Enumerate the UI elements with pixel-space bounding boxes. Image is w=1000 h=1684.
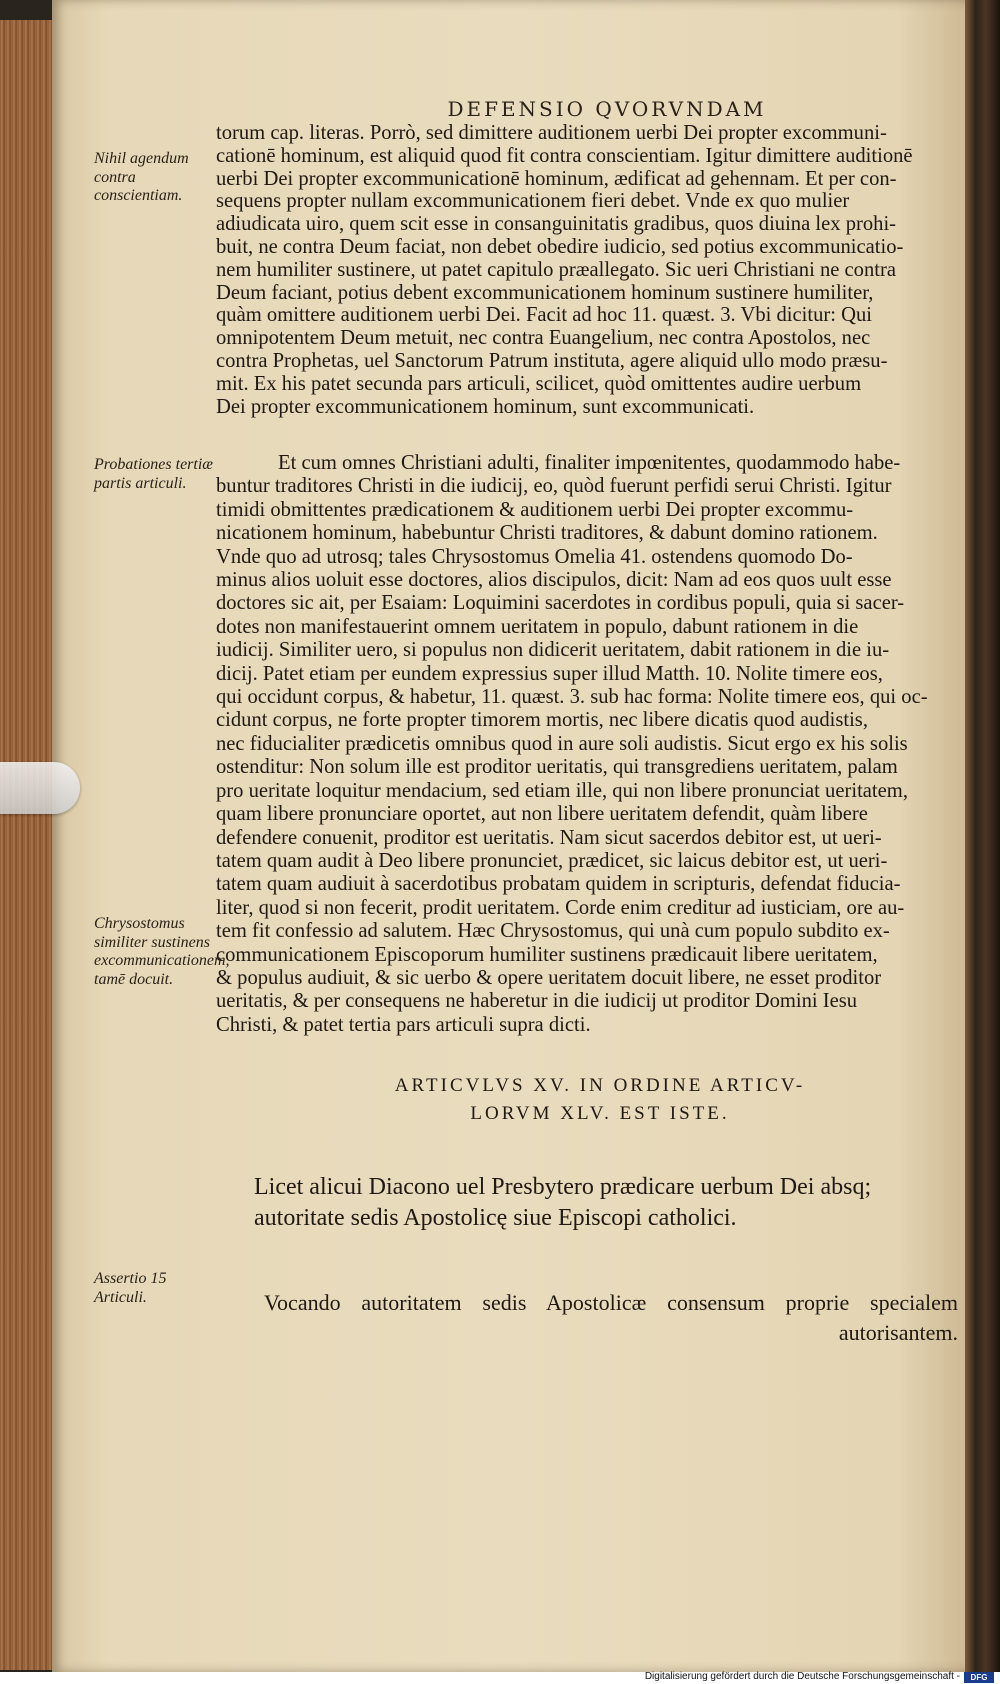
text-line: liter, quod si non fecerit, prodit ueritatem. Corde enim creditur ad iusticiam, ore au- [216, 896, 905, 919]
text-line: iudicij. Similiter uero, si populus non didicerit ueritatem, dabit rationem in die iu- [216, 639, 890, 662]
text-line: communicationem Episcoporum humiliter sustinens prædicauit libere ueritatem, [216, 943, 878, 966]
book-binding-right [965, 0, 1000, 1684]
text-line: ostenditur: Non solum ille est proditor ueritatis, qui transgrediens ueritatem, palam [216, 756, 898, 779]
left-page-edges [0, 20, 52, 1670]
text-line: Christi, & patet tertia pars articuli supra dicti. [216, 1013, 591, 1036]
text-line: nem humiliter sustinere, ut patet capitulo præallegato. Sic ueri Christiani ne contra [216, 258, 896, 281]
text-line: quam libere pronunciare oportet, aut non libere ueritatem defendit, quàm libere [216, 803, 868, 826]
text-line: & populus audiuit, & sic uerbo & opere ueritatem docuit libere, ne esset proditor [216, 966, 882, 989]
dfg-logo-icon: DFG [964, 1672, 994, 1683]
text-line: adiudicata uiro, quem scit esse in consanguinitatis gradibus, quos diuina lex prohi- [216, 213, 897, 236]
text-line: ueritatis, & per consequens ne haberetur in die iudicij ut proditor Domini Iesu [216, 990, 858, 1013]
text-line: dicij. Patet etiam per eundem expressius super illud Matth. 10. Nolite timere eos, [216, 662, 883, 685]
text-line: torum cap. literas. Porrò, sed dimittere auditionem uerbi Dei propter excommuni- [216, 122, 887, 144]
text-line: defendere conuenit, proditor est ueritatis. Nam sicut sacerdos debitor est, ut ueri- [216, 826, 882, 849]
text-line: doctores sic ait, per Esaiam: Loquimini sacerdotes in cordibus populi, quia si sacer- [216, 592, 905, 615]
margin-note-chrysostomus: Chrysostomus similiter sustinens excommunicationem, tamē docuit. [94, 915, 230, 988]
text-line: buntur traditores Christi in die iudicij, eo, quòd fuerunt perfidi serui Christi. Igitur [216, 475, 892, 498]
text-line: tem fit confessio ad salutem. Hæc Chrysostomus, qui unà cum populo subdito ex- [216, 920, 890, 943]
text-line: dotes non manifestauerint omnem ueritatem in populo, dabunt rationem in die [216, 615, 859, 638]
running-head: DEFENSIO QVORVNDAM [447, 97, 767, 121]
assertio-text: Vocando autoritatem sedis Apostolicæ consensum proprie specialem autorisantem. [264, 1290, 958, 1345]
text-line: quàm omittere auditionem uerbi Dei. Facit ad hoc 11. quæst. 3. Vbi dicitur: Qui [216, 304, 873, 327]
text-line: Deum faciant, potius debent excommunicationem hominum sustinere humiliter, [216, 281, 874, 304]
article-heading-line: LORVM XLV. EST ISTE. [470, 1103, 730, 1124]
article-proposition: Licet alicui Diacono uel Presbytero prædicare uerbum Dei absq; autoritate sedis Apostolicę siue Episcopi catholici. [254, 1174, 872, 1231]
footer-credit: Digitalisierung gefördert durch die Deutsche Forschungsgemeinschaft - [644, 1671, 960, 1682]
text-line: Vnde quo ad utrosq; tales Chrysostomus Omelia 41. ostendens quomodo Do- [216, 545, 853, 568]
article-heading [320, 1072, 880, 1128]
article-heading-line: ARTICVLVS XV. IN ORDINE ARTICV- [394, 1075, 806, 1096]
text-line: uerbi Dei propter excommunicationē hominum, ædificat ad gehennam. Et per con- [216, 167, 897, 190]
page-clip [0, 762, 80, 814]
text-line: tatem quam audit à Deo libere pronunciet, prædicet, sic laicus debitor est, ut ueri- [216, 849, 888, 872]
main-text-block [216, 122, 962, 418]
paragraph-probationes [216, 452, 962, 1037]
text-line: sequens propter nullam excommunicationem fieri debet. Vnde ex quo mulier [216, 190, 850, 213]
text-line: cidunt corpus, ne forte propter timorem mortis, nec libere dicatis quod audistis, [216, 709, 868, 732]
text-line: buit, ne contra Deum faciat, non debet obedire iudicio, sed potius excommunicatio- [216, 235, 904, 258]
text-line: tatem quam audiuit à sacerdotibus probatam quidem in scripturis, defendat fiducia- [216, 873, 901, 896]
text-line: nec fiducialiter prædicetis omnibus quod in aure soli audistis. Sicut ergo ex his solis [216, 732, 908, 755]
text-line: Dei propter excommunicationem hominum, sunt excommunicati. [216, 395, 755, 418]
text-line: nicationem hominum, habebuntur Christi traditores, & dabunt domino rationem. [216, 522, 878, 545]
margin-note-nihil: Nihil agendum contra conscientiam. [94, 150, 189, 205]
text-line: Et cum omnes Christiani adulti, finaliter impœnitentes, quodammodo habe- [278, 452, 901, 474]
text-line: minus alios uoluit esse doctores, alios discipulos, dicit: Nam ad eos quos uult esse [216, 569, 892, 592]
text-line: timidi obmittentes prædicationem & auditionem uerbi Dei propter excommu- [216, 498, 854, 521]
text-line: qui occidunt corpus, & habetur, 11. quæst. 3. sub hac forma: Nolite timere eos, qui oc- [216, 686, 928, 709]
text-line: contra Prophetas, uel Sanctorum Patrum instituta, agere aliquid ullo modo præsu- [216, 349, 888, 372]
margin-note-assertio: Assertio 15 Articuli. [94, 1270, 167, 1306]
text-line: cationē hominum, est aliquid quod fit contra conscientiam. Igitur dimittere auditionē [216, 144, 913, 167]
text-line: pro ueritate loquitur mendacium, sed etiam ille, qui non libere pronunciat ueritatem, [216, 779, 908, 802]
text-line: mit. Ex his patet secunda pars articuli, scilicet, quòd omittentes audire uerbum [216, 372, 862, 395]
text-line: omnipotentem Deum metuit, nec contra Euangelium, nec contra Apostolos, nec [216, 327, 871, 350]
margin-note-probationes: Probationes tertiæ partis articuli. [94, 456, 213, 492]
